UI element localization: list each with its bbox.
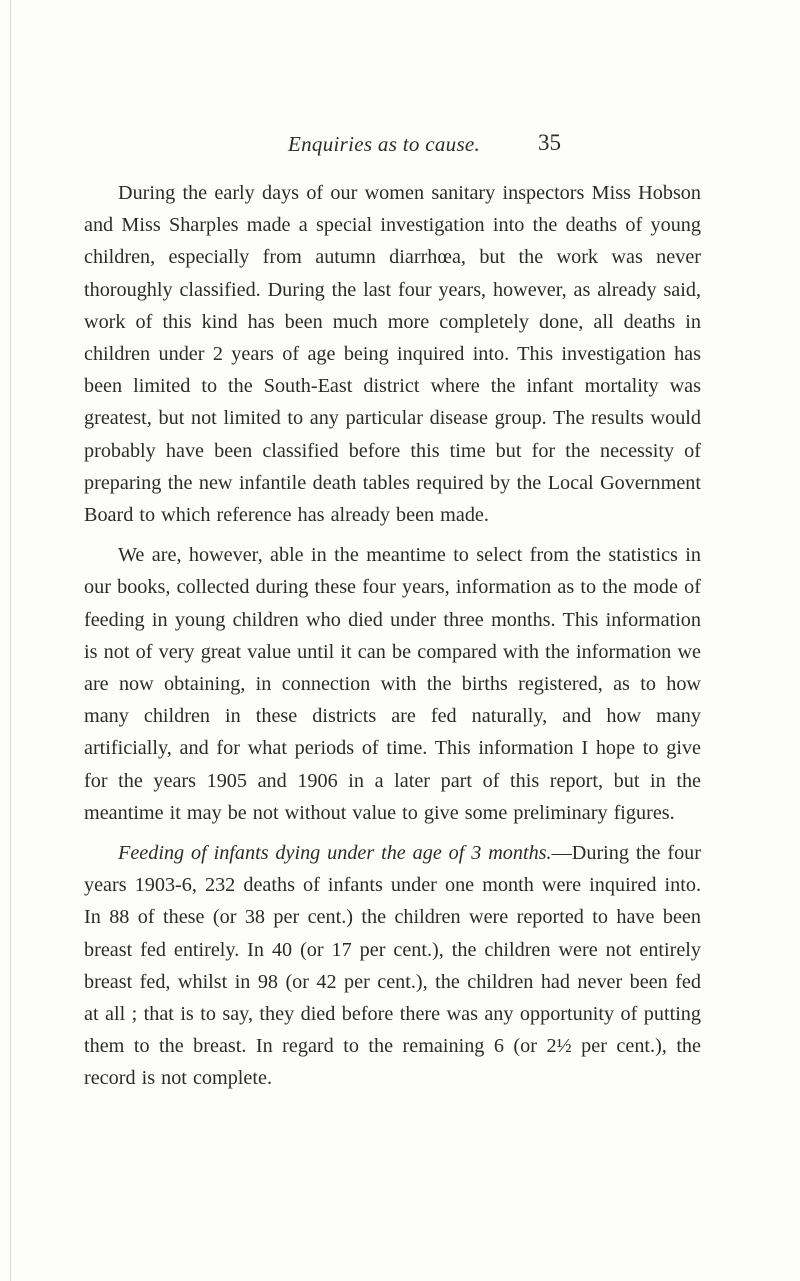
paragraph-1: During the early days of our women sanitary inspectors Miss Hobson and Miss Sharples made a special investigation into the deaths of young children, especially from autumn diarrhœa, but the work was never thoroughly classified. During the last four years, however, as already said, work of this kind has been much more completely done, all deaths in children under 2 years of age being inquired into. This investigation has been limited to the South-East district where the infant mortality was greatest, but not limited to any particular disease group. The results would probably have been classified before this time but for the necessity of preparing the new infantile death tables required by the Local Government Board to which reference has already been made. <box>84 182 701 527</box>
page-number: 35 <box>538 130 561 155</box>
running-title: Enquiries as to cause. <box>288 132 481 156</box>
paragraph-3-text: —During the four years 1903-6, 232 deaths of infants under one month were inquired into. In 88 of these (or 38 per cent.) the children were reported to have been breast fed entirely. In 40 (or 17 per cent.), the children were not entirely breast fed, whilst in 98 (or 42 per cent.), the children had never been fed at all ; that is to say, they died before there was any opportunity of putting them to the breast. In regard to the remaining 6 (or 2½ per cent.), the record is not complete. <box>84 842 701 1090</box>
paragraph-2: We are, however, able in the meantime to select from the statistics in our books, collected during these four years, information as to the mode of feeding in young children who died under three months. This information is not of very great value until it can be compared with the information we are now obtaining, in connection with the births registered, as to how many children in these districts are fed naturally, and how many artificially, and for what periods of time. This information I hope to give for the years 1905 and 1906 in a later part of this report, but in the meantime it may be not without value to give some preliminary figures. <box>84 544 701 824</box>
paragraph-3-heading: Feeding of infants dying under the age of 3 months. <box>118 842 552 865</box>
body-text <box>84 177 701 1095</box>
paragraph-3 <box>84 837 701 1095</box>
page-edge-rule <box>10 0 11 1281</box>
